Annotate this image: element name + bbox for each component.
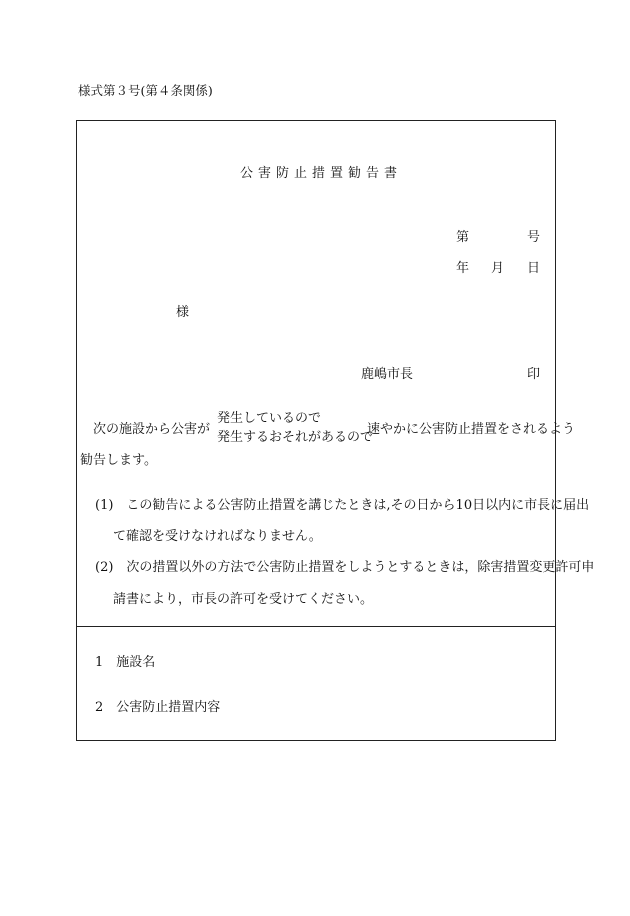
issuer-name: 鹿嶋市長: [361, 367, 414, 382]
number-suffix: 号: [527, 230, 541, 245]
body-tail-text: 速やかに公害防止措置をされるよう: [367, 422, 576, 437]
note-1-line-2: て確認を受けなければなりません。: [113, 529, 322, 544]
option-occurring: 発生しているので: [217, 411, 322, 426]
section-divider: [76, 626, 556, 627]
item-measures-content: 2 公害防止措置内容: [95, 700, 221, 715]
note-1-line-1: (1) この勧告による公害防止措置を講じたときは,その日から10日以内に市長に届出: [95, 498, 590, 513]
note-2-line-1: (2) 次の措置以外の方法で公害防止措置をしようとするときは，除害措置変更許可申: [95, 560, 595, 575]
form-number-label: 様式第３号(第４条関係): [78, 83, 213, 98]
document-title: 公害防止措置勧告書: [240, 166, 403, 181]
item-facility-name: 1 施設名: [95, 655, 156, 670]
seal-mark: 印: [527, 367, 541, 382]
date-day-label: 日: [527, 261, 541, 276]
option-may-occur: 発生するおそれがあるので: [217, 430, 374, 445]
number-prefix: 第: [456, 230, 470, 245]
date-year-label: 年: [456, 261, 470, 276]
date-month-label: 月: [491, 261, 505, 276]
body-end-text: 勧告します。: [80, 453, 157, 468]
body-lead-text: 次の施設から公害が: [93, 422, 211, 437]
addressee-suffix: 様: [176, 305, 190, 320]
note-2-line-2: 請書により，市長の許可を受けてください。: [113, 592, 374, 607]
